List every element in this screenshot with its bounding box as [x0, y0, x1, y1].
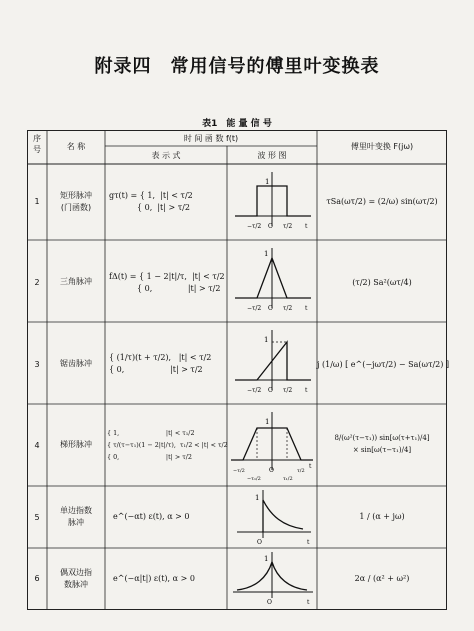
- wave-label: −τ₁/2: [247, 476, 261, 482]
- wave-label: O: [269, 467, 274, 474]
- row-expression: { 1, |t| < τ₁/2 { τ/(τ−τ₁)(1 − 2|t|/τ), τ₁/2 < |t| < τ/2 { 0, |t| > τ/2: [107, 429, 228, 461]
- row-expression: e^(−αt) ε(t), α > 0: [113, 512, 190, 521]
- row-transform: 8/(ω²(τ−τ₁)) sin[ω(τ+τ₁)/4] × sin[ω(τ−τ₁)/4]: [334, 434, 430, 454]
- wave-label: 1: [265, 178, 270, 186]
- wave-label: 1: [264, 555, 269, 563]
- waveform-two-sided-exponential: [227, 548, 317, 610]
- row-index: 3: [34, 360, 40, 369]
- wave-label: −τ/2: [247, 305, 262, 312]
- row-index: 5: [34, 513, 40, 522]
- row-transform: 1 / (α + jω): [359, 512, 405, 521]
- wave-label: 1: [264, 336, 269, 344]
- waveform-triangle-pulse: [227, 240, 317, 322]
- waveform-rect-pulse: [227, 164, 317, 240]
- row-index: 2: [34, 278, 40, 287]
- row-name: 矩形脉冲 (门函数): [60, 191, 92, 212]
- header-expression: 表 示 式: [151, 151, 181, 160]
- waveform-trapezoid-pulse: [227, 404, 317, 486]
- header-index: [27, 133, 47, 155]
- row-expression: e^(−α|t|) ε(t), α > 0: [113, 574, 195, 583]
- wave-label: t: [305, 387, 308, 394]
- signal-table: [27, 130, 450, 610]
- wave-label: τ₁/2: [283, 476, 293, 482]
- wave-label: τ/2: [297, 468, 305, 474]
- row-transform: (τ/2) Sa²(ωτ/4): [352, 278, 412, 287]
- row-name: 偶双边指 数脉冲: [60, 568, 92, 589]
- header-index-top: 序: [33, 134, 41, 143]
- wave-label: τ/2: [283, 305, 293, 312]
- row-transform: τSa(ωτ/2) = (2/ω) sin(ωτ/2): [326, 197, 438, 206]
- row-name: 三角脉冲: [60, 277, 92, 286]
- wave-label: t: [307, 539, 310, 546]
- row-index: 1: [34, 197, 40, 206]
- header-name: 名 称: [66, 142, 86, 151]
- waveform-sawtooth-pulse: [227, 322, 317, 404]
- wave-label: τ/2: [283, 387, 293, 394]
- row-index: 4: [34, 441, 40, 450]
- row-expression: { (1/τ)(t + τ/2), |t| < τ/2 { 0, |t| > τ/2: [109, 353, 212, 374]
- row-name: 锯齿脉冲: [60, 359, 92, 368]
- wave-label: O: [268, 387, 273, 394]
- wave-label: τ/2: [283, 223, 293, 230]
- row-transform: 2α / (α² + ω²): [354, 574, 410, 583]
- header-transform: 傅里叶变换 F(jω): [350, 142, 414, 151]
- header-time-function: 时 间 函 数 f(t): [183, 134, 239, 143]
- row-expression: gτ(t) = { 1, |t| < τ/2 { 0, |t| > τ/2: [109, 191, 193, 212]
- wave-label: −τ/2: [247, 223, 262, 230]
- wave-label: 1: [255, 494, 260, 502]
- row-name: 单边指数 脉冲: [60, 506, 92, 527]
- wave-label: O: [257, 539, 262, 546]
- row-name: 梯形脉冲: [60, 440, 92, 449]
- wave-label: 1: [265, 418, 270, 426]
- wave-label: O: [267, 599, 272, 606]
- wave-label: t: [309, 463, 312, 470]
- waveform-one-sided-exponential: [227, 486, 317, 548]
- wave-label: t: [305, 223, 308, 230]
- row-index: 6: [34, 574, 40, 583]
- wave-label: −τ/2: [247, 387, 262, 394]
- header-index-bottom: 号: [33, 145, 41, 154]
- wave-label: O: [268, 223, 273, 230]
- row-transform: j (1/ω) [ e^(−jωτ/2) − Sa(ωτ/2) ]: [317, 360, 450, 369]
- wave-label: t: [307, 599, 310, 606]
- page-title: 附录四 常用信号的傅里叶变换表: [94, 56, 380, 77]
- header-waveform: 波 形 图: [257, 151, 287, 160]
- row-expression: fΔ(t) = { 1 − 2|t|/τ, |t| < τ/2 { 0, |t| > τ/2: [109, 272, 225, 293]
- wave-label: 1: [264, 250, 269, 258]
- wave-label: −τ/2: [233, 468, 245, 474]
- table-title: 表1 能 量 信 号: [202, 119, 272, 129]
- wave-label: O: [268, 305, 273, 312]
- wave-label: t: [305, 305, 308, 312]
